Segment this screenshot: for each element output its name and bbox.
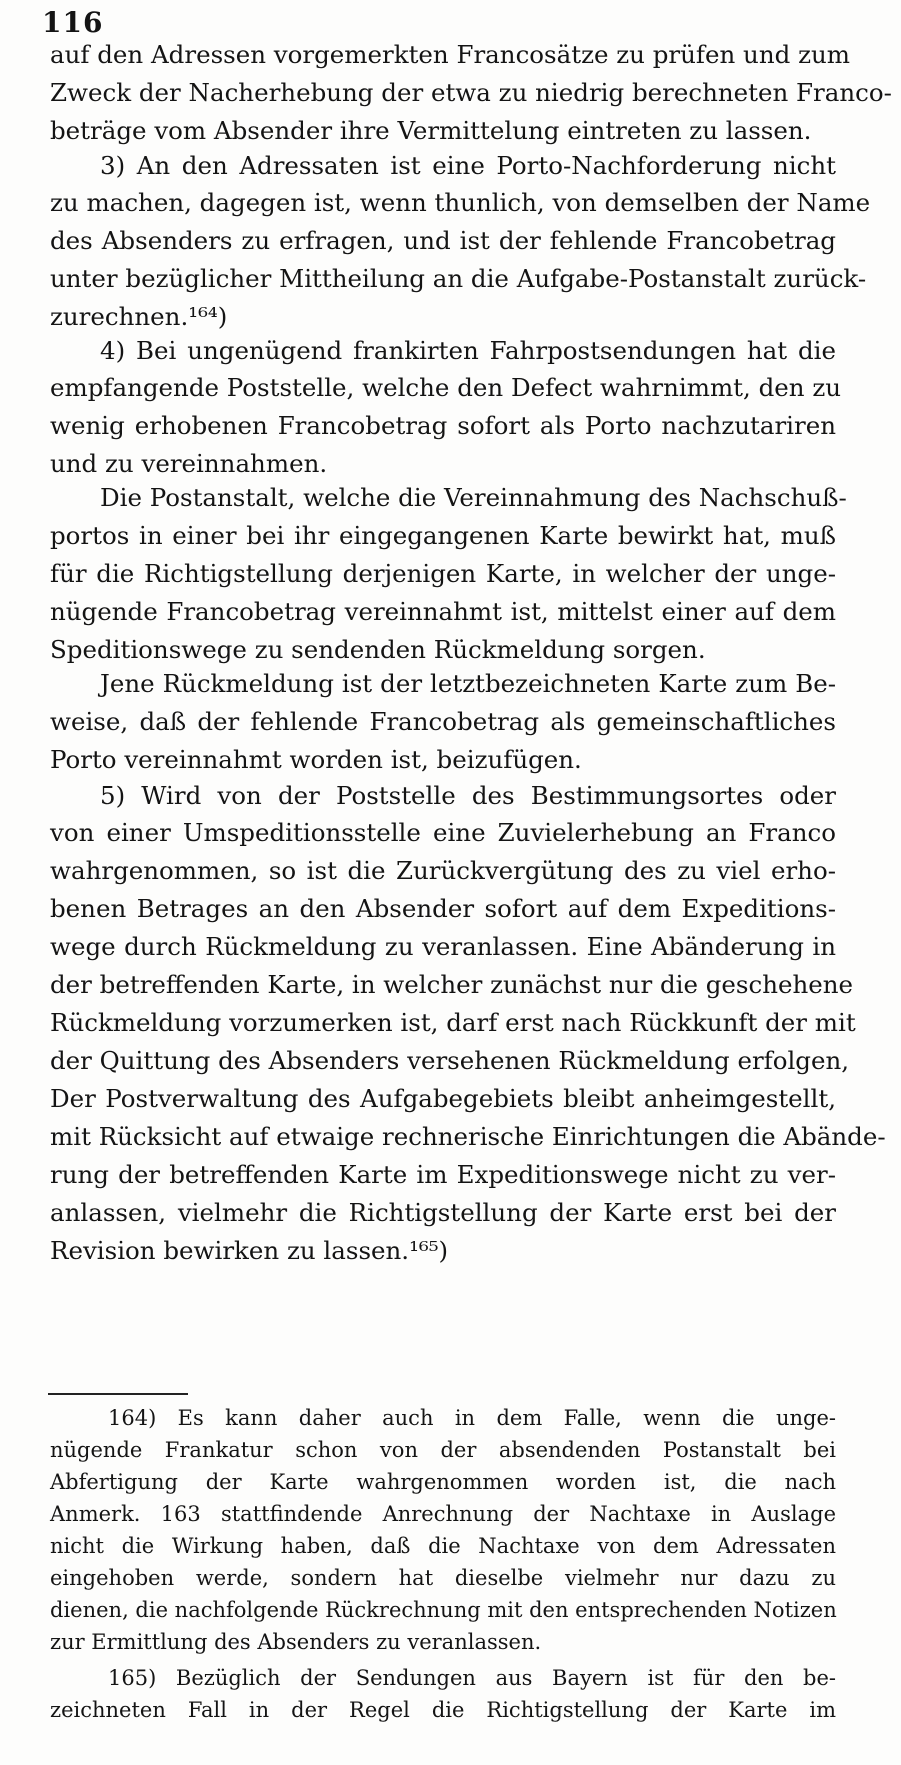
body-line: zurechnen.¹⁶⁴) [50,302,228,331]
body-line: wege durch Rückmeldung zu veranlassen. Eine Abänderung in [50,932,836,961]
footnote-line: Abfertigung der Karte wahrgenommen worden ist, die nach [50,1470,836,1494]
body-line: wahrgenommen, so ist die Zurückvergütung des zu viel erho- [50,856,836,885]
footnote-line: nicht die Wirkung haben, daß die Nachtaxe von dem Adressaten [50,1534,836,1558]
body-line: Jene Rückmeldung ist der letztbezeichneten Karte zum Be- [100,669,836,698]
body-line: Die Postanstalt, welche die Vereinnahmung des Nachschuß- [100,483,847,512]
body-line: zu machen, dagegen ist, wenn thunlich, von demselben der Name [50,188,871,217]
body-line: für die Richtigstellung derjenigen Karte, in welcher der unge- [50,559,836,588]
body-line: Zweck der Nacherhebung der etwa zu niedrig berechneten Franco- [50,78,892,107]
footnote-line: zeichneten Fall in der Regel die Richtigstellung der Karte im [50,1698,836,1722]
body-line: wenig erhobenen Francobetrag sofort als Porto nachzutariren [50,411,836,440]
footnote-line: eingehoben werde, sondern hat dieselbe vielmehr nur dazu zu [50,1566,836,1590]
footnote-line: zur Ermittlung des Absenders zu veranlassen. [50,1630,542,1654]
body-line: rung der betreffenden Karte im Expeditionswege nicht zu ver- [50,1160,836,1189]
body-line: auf den Adressen vorgemerkten Francosätze zu prüfen und zum [50,40,850,69]
body-line: nügende Francobetrag vereinnahmt ist, mittelst einer auf dem [50,597,836,626]
footnote-line: nügende Frankatur schon von der absendenden Postanstalt bei [50,1438,836,1462]
body-line: 4) Bei ungenügend frankirten Fahrpostsendungen hat die [100,336,836,365]
body-line: unter bezüglicher Mittheilung an die Aufgabe-Postanstalt zurück- [50,264,867,293]
body-line: 5) Wird von der Poststelle des Bestimmungsortes oder [100,781,836,810]
body-line: Rückmeldung vorzumerken ist, darf erst nach Rückkunft der mit [50,1008,856,1037]
body-line: Porto vereinnahmt worden ist, beizufügen. [50,745,582,774]
body-line: mit Rücksicht auf etwaige rechnerische Einrichtungen die Abände- [50,1122,886,1151]
body-line: 3) An den Adressaten ist eine Porto-Nachforderung nicht [100,151,836,180]
body-line: beträge vom Absender ihre Vermittelung eintreten zu lassen. [50,116,812,145]
body-line: portos in einer bei ihr eingegangenen Karte bewirkt hat, muß [50,521,836,550]
body-line: der betreffenden Karte, in welcher zunächst nur die geschehene [50,970,854,999]
footnote-line: 164) Es kann daher auch in dem Falle, wenn die unge- [108,1406,836,1430]
footnote-separator [48,1393,188,1395]
footnote-line: dienen, die nachfolgende Rückrechnung mit den entsprechenden Notizen [50,1598,837,1622]
page-number: 116 [42,6,104,39]
body-line: Der Postverwaltung des Aufgabegebiets bleibt anheimgestellt, [50,1084,836,1113]
footnote-line: 165) Bezüglich der Sendungen aus Bayern ist für den be- [108,1666,836,1690]
footnote-line: Anmerk. 163 stattfindende Anrechnung der Nachtaxe in Auslage [50,1502,836,1526]
body-line: Speditionswege zu sendenden Rückmeldung sorgen. [50,635,706,664]
body-line: der Quittung des Absenders versehenen Rückmeldung erfolgen, [50,1046,850,1075]
body-line: anlassen, vielmehr die Richtigstellung der Karte erst bei der [50,1198,836,1227]
body-line: benen Betrages an den Absender sofort auf dem Expeditions- [50,894,836,923]
body-line: weise, daß der fehlende Francobetrag als gemeinschaftliches [50,707,836,736]
body-line: empfangende Poststelle, welche den Defect wahrnimmt, den zu [50,373,842,402]
body-line: des Absenders zu erfragen, und ist der fehlende Francobetrag [50,226,836,255]
body-line: von einer Umspeditionsstelle eine Zuvielerhebung an Franco [50,818,836,847]
body-line: Revision bewirken zu lassen.¹⁶⁵) [50,1236,449,1265]
body-line: und zu vereinnahmen. [50,449,328,478]
